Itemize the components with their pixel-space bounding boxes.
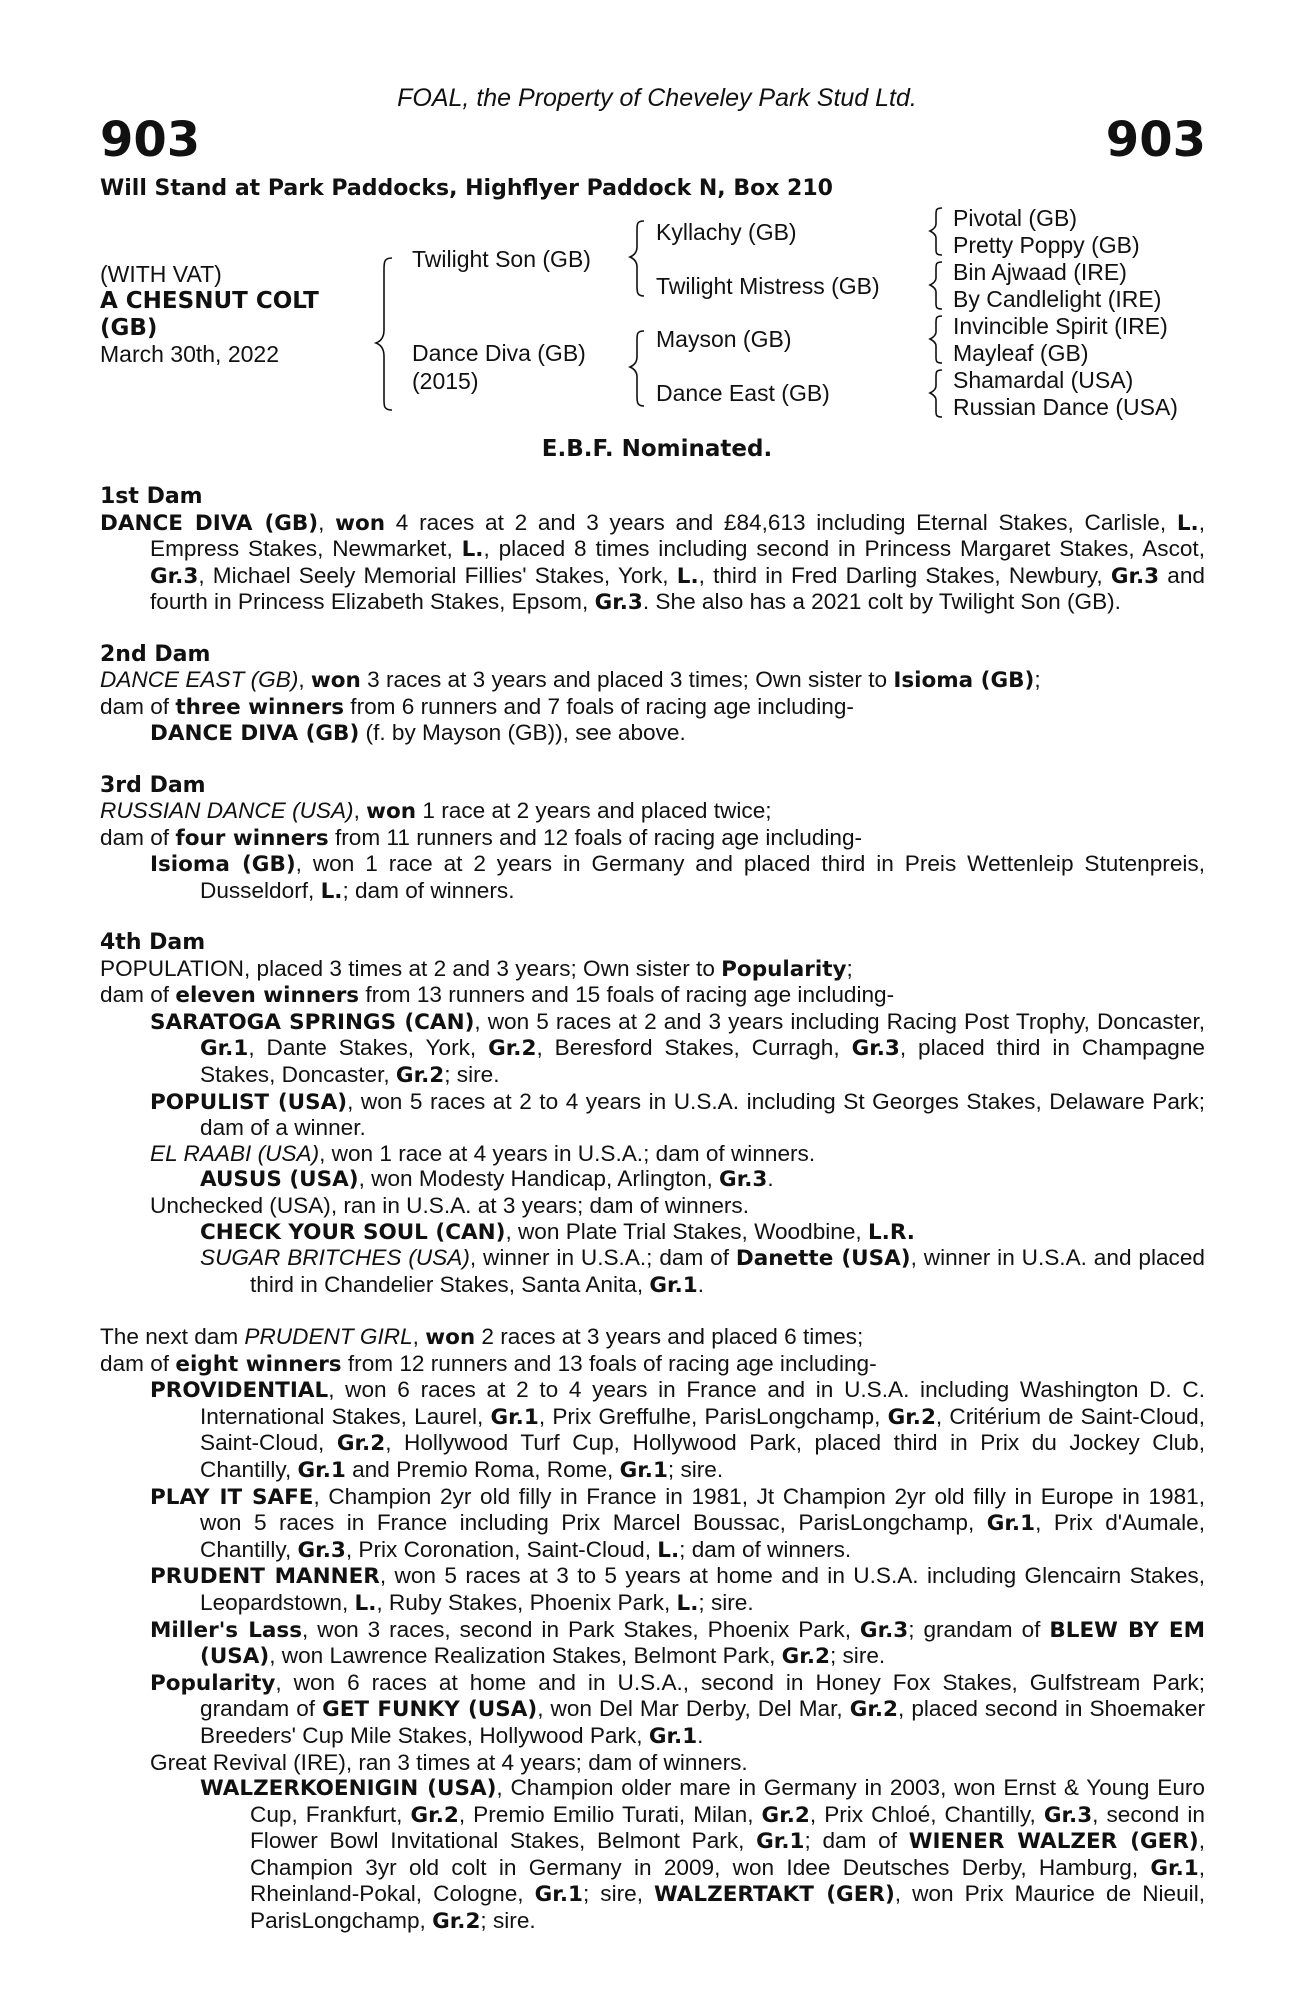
subject-name-line1: A CHESNUT COLT xyxy=(100,288,319,314)
lot-number-right: 903 xyxy=(1105,112,1206,168)
text: ; grandam of xyxy=(908,1616,1050,1642)
text: , Dante Stakes, York, xyxy=(248,1035,489,1061)
bracket-sire xyxy=(630,221,644,296)
dam-section xyxy=(100,642,1205,747)
pedigree-entry xyxy=(100,851,1205,904)
stand-location: Will Stand at Park Paddocks, Highflyer Paddock N, Box 210 xyxy=(100,176,833,201)
bold-text: PROVIDENTIAL xyxy=(150,1378,329,1404)
bold-text: Gr.1 xyxy=(986,1511,1036,1537)
text: , Empress Stakes, Newmarket, xyxy=(150,509,1205,562)
bold-text: L. xyxy=(1176,510,1199,536)
text: , won Prix Maurice de Nieuil, ParisLongchamp, xyxy=(250,1881,1205,1934)
bold-text: eight winners xyxy=(175,1351,342,1377)
text: , Champion 3yr old colt in Germany in 2009, won Idee Deutsches Derby, Hamburg, xyxy=(250,1828,1205,1880)
text: ; sire, xyxy=(582,1881,655,1907)
text: , won 5 races at 2 to 4 years in U.S.A. including St Georges Stakes, Delaware Park; dam of a winner. xyxy=(200,1088,1205,1141)
pedigree-entry xyxy=(100,1141,1205,1167)
pedigree-entry xyxy=(100,1750,1205,1776)
text: ; dam of winners. xyxy=(679,1536,852,1562)
text: , Critérium de Saint-Cloud, Saint-Cloud, xyxy=(200,1403,1205,1456)
pedigree-entry xyxy=(100,1484,1205,1564)
text: , Champion older mare in Germany in 2003, won Ernst & Young Euro Cup, Frankfurt, xyxy=(250,1775,1205,1827)
pedigree-entry xyxy=(100,825,1205,852)
dam-section xyxy=(100,930,1205,1298)
bold-text: won xyxy=(366,799,417,825)
text: ; dam of xyxy=(804,1828,909,1854)
bold-text: DANCE DIVA (GB) xyxy=(150,721,360,747)
bold-text: Gr.1 xyxy=(649,1272,698,1298)
text: ; sire. xyxy=(667,1456,724,1482)
bold-text: Gr.1 xyxy=(490,1404,539,1430)
bold-text: won xyxy=(425,1325,476,1350)
text: dam of xyxy=(100,982,176,1008)
text: 3 races at 3 years and placed 3 times; Own sister to xyxy=(360,667,894,693)
text: , xyxy=(353,798,367,824)
pedigree-entry xyxy=(100,667,1205,694)
property-line: FOAL, the Property of Cheveley Park Stud Ltd. xyxy=(397,84,917,112)
bracket-gen1 xyxy=(376,258,392,410)
bold-text: AUSUS (USA) xyxy=(200,1167,359,1193)
pedigree-entry xyxy=(100,956,1205,983)
text: , Champion 2yr old filly in France in 1981, Jt Champion 2yr old filly in Europe in 1981, won 5 races in France including Prix Marcel Boussac, ParisLongchamp, xyxy=(200,1483,1205,1536)
bold-text: WALZERTAKT (GER) xyxy=(654,1882,895,1908)
text: , third in Fred Darling Stakes, Newbury, xyxy=(698,562,1111,588)
bold-text: L. xyxy=(354,1590,377,1616)
text: , Prix Chloé, Chantilly, xyxy=(809,1801,1044,1827)
pedigree-entry xyxy=(100,1775,1205,1935)
bold-text: PRUDENT MANNER xyxy=(150,1564,380,1590)
bold-text: Gr.1 xyxy=(1150,1855,1199,1881)
pedigree-entry xyxy=(100,1563,1205,1616)
bold-text: L. xyxy=(676,563,699,589)
bold-text: L. xyxy=(676,1590,699,1616)
pedigree-entry xyxy=(100,1166,1205,1193)
pedigree-entry xyxy=(100,798,1205,825)
text: and Premio Roma, Rome, xyxy=(345,1456,620,1482)
bold-text: SARATOGA SPRINGS (CAN) xyxy=(150,1009,475,1035)
text: , won 1 race at 4 years in U.S.A.; dam of winners. xyxy=(319,1140,816,1166)
bold-text: Gr.3 xyxy=(859,1617,909,1643)
text: , Premio Emilio Turati, Milan, xyxy=(458,1801,762,1827)
text: , won 5 races at 3 to 5 years at home and in U.S.A. including Glencairn Stakes, Leopardstown, xyxy=(200,1563,1206,1615)
pedigree-entry xyxy=(100,1351,1205,1378)
text: , Rheinland-Pokal, Cologne, xyxy=(250,1854,1205,1907)
text: , xyxy=(412,1324,426,1349)
section-heading: 2nd Dam xyxy=(100,641,211,667)
bold-text: Gr.2 xyxy=(761,1802,810,1828)
g3-ancestor-5: Invincible Spirit (IRE) xyxy=(953,313,1168,339)
subject-name-line2: (GB) xyxy=(100,315,158,341)
text: Great Revival (IRE), ran 3 times at 4 years; dam of winners. xyxy=(150,1749,748,1775)
text: Unchecked (USA), ran in U.S.A. at 3 years; dam of winners. xyxy=(150,1193,749,1219)
pedigree-entry xyxy=(100,1670,1205,1750)
text: POPULATION, placed 3 times at 2 and 3 years; Own sister to xyxy=(100,955,722,981)
bold-text: Gr.3 xyxy=(594,590,643,616)
italic-text: DANCE EAST (GB) xyxy=(100,667,299,693)
text: , second in Flower Bowl Invitational Stakes, Belmont Park, xyxy=(250,1801,1205,1854)
lot-number-left: 903 xyxy=(100,112,201,168)
text: , placed 8 times including second in Princess Margaret Stakes, Ascot, xyxy=(483,536,1205,562)
pedigree-entry xyxy=(100,1219,1205,1246)
bold-text: Gr.3 xyxy=(1043,1802,1093,1828)
g3-ancestor-2: Pretty Poppy (GB) xyxy=(953,232,1140,258)
pedigree-entry xyxy=(100,510,1205,616)
bold-text: Gr.3 xyxy=(851,1036,900,1062)
text: dam of xyxy=(100,693,176,719)
g3-ancestor-8: Russian Dance (USA) xyxy=(953,394,1178,420)
bracket-dam xyxy=(630,331,644,406)
text: from 12 runners and 13 foals of racing age including- xyxy=(341,1350,877,1376)
dam-sire: Mayson (GB) xyxy=(656,326,792,352)
text: , xyxy=(318,509,336,535)
bold-text: L.R. xyxy=(867,1219,915,1245)
dam-section xyxy=(100,1324,1205,1935)
bold-text: four winners xyxy=(175,825,329,851)
bold-text: Popularity xyxy=(721,956,847,982)
text: , Prix Greffulhe, ParisLongchamp, xyxy=(538,1403,888,1429)
italic-text: SUGAR BRITCHES (USA) xyxy=(200,1245,470,1271)
bold-text: L. xyxy=(461,537,484,563)
subject-foaled: March 30th, 2022 xyxy=(100,341,280,367)
g3-ancestor-3: Bin Ajwaad (IRE) xyxy=(953,259,1127,285)
text: , xyxy=(298,667,311,693)
text: , Beresford Stakes, Curragh, xyxy=(536,1035,852,1061)
text: ; xyxy=(846,955,853,981)
catalogue-body xyxy=(100,484,1205,1960)
pedigree-entry xyxy=(100,1377,1205,1483)
text: from 11 runners and 12 foals of racing age including- xyxy=(328,824,863,850)
text: The next dam xyxy=(100,1324,245,1349)
text: , won Plate Trial Stakes, Woodbine, xyxy=(505,1218,868,1244)
bold-text: Gr.1 xyxy=(619,1457,668,1483)
text: , Prix d'Aumale, Chantilly, xyxy=(200,1510,1205,1562)
text: from 6 runners and 7 foals of racing age including- xyxy=(344,693,854,719)
bold-text: Isioma (GB) xyxy=(150,852,296,878)
italic-text: EL RAABI (USA) xyxy=(150,1140,320,1166)
text: , won Lawrence Realization Stakes, Belmont Park, xyxy=(269,1643,782,1669)
bold-text: Gr.2 xyxy=(849,1697,898,1723)
dam-year: (2015) xyxy=(412,368,479,394)
bold-text: Gr.3 xyxy=(297,1537,346,1563)
bold-text: Gr.3 xyxy=(1110,563,1160,589)
text: . xyxy=(767,1166,774,1192)
text: , won 6 races at 2 to 4 years in France and in U.S.A. including Washington D. C. International Stakes, Laurel, xyxy=(200,1377,1205,1429)
bold-text: WALZERKOENIGIN (USA) xyxy=(200,1776,497,1802)
bold-text: CHECK YOUR SOUL (CAN) xyxy=(200,1219,506,1245)
bold-text: WIENER WALZER (GER) xyxy=(908,1829,1199,1855)
bold-text: BLEW BY EM (USA) xyxy=(200,1617,1206,1670)
text: ; sire. xyxy=(698,1589,754,1615)
sire: Twilight Son (GB) xyxy=(412,246,591,272)
section-heading: 1st Dam xyxy=(100,484,203,509)
g3-ancestor-1: Pivotal (GB) xyxy=(953,205,1077,231)
pedigree-entry xyxy=(100,982,1205,1009)
text: , won 6 races at home and in U.S.A., second in Honey Fox Stakes, Gulfstream Park; grandam of xyxy=(200,1669,1205,1722)
bold-text: eleven winners xyxy=(175,983,360,1009)
bold-text: PLAY IT SAFE xyxy=(150,1484,314,1510)
pedigree-entry xyxy=(100,694,1205,721)
text: (f. by Mayson (GB)), see above. xyxy=(359,720,686,746)
pedigree-entry xyxy=(100,1009,1205,1089)
text: , Ruby Stakes, Phoenix Park, xyxy=(376,1589,677,1615)
bold-text: won xyxy=(335,510,386,536)
g3-ancestor-7: Shamardal (USA) xyxy=(953,367,1134,393)
italic-text: RUSSIAN DANCE (USA) xyxy=(100,798,354,824)
pedigree-entry xyxy=(100,1193,1205,1219)
text: ; dam of winners. xyxy=(342,877,515,903)
bold-text: POPULIST (USA) xyxy=(150,1089,348,1115)
text: . xyxy=(697,1271,704,1297)
bold-text: Gr.3 xyxy=(719,1167,768,1193)
text: ; sire. xyxy=(829,1643,886,1669)
text: , won 3 races, second in Park Stakes, Phoenix Park, xyxy=(302,1616,860,1642)
bold-text: L. xyxy=(657,1537,680,1563)
bold-text: Gr.2 xyxy=(887,1404,936,1430)
bold-text: Gr.1 xyxy=(648,1723,698,1749)
pedigree-entry xyxy=(100,1617,1205,1670)
text: dam of xyxy=(100,1350,176,1376)
dam: Dance Diva (GB) xyxy=(412,340,586,366)
text: . She also has a 2021 colt by Twilight Son (GB). xyxy=(642,589,1121,615)
bold-text: Gr.2 xyxy=(336,1431,386,1457)
text: ; xyxy=(1034,667,1041,693)
bold-text: Isioma (GB) xyxy=(893,668,1035,694)
bold-text: Gr.1 xyxy=(297,1457,346,1483)
bold-text: Gr.2 xyxy=(781,1644,830,1670)
text: dam of xyxy=(100,824,176,850)
bold-text: Popularity xyxy=(150,1670,276,1696)
bold-text: Gr.2 xyxy=(395,1063,445,1089)
text: , winner in U.S.A.; dam of xyxy=(469,1245,736,1271)
dam-section xyxy=(100,484,1205,616)
text: , placed third in Champagne Stakes, Doncaster, xyxy=(200,1035,1205,1088)
bold-text: Danette (USA) xyxy=(735,1246,911,1272)
bold-text: Gr.1 xyxy=(200,1036,249,1062)
text: , won Del Mar Derby, Del Mar, xyxy=(537,1696,850,1722)
pedigree-entry xyxy=(100,1089,1205,1141)
text: , won Modesty Handicap, Arlington, xyxy=(358,1166,720,1192)
pedigree-entry xyxy=(100,720,1205,747)
bracket-g3-1 xyxy=(930,208,942,255)
text: , winner in U.S.A. and placed third in Chandelier Stakes, Santa Anita, xyxy=(250,1245,1205,1297)
bold-text: Miller's Lass xyxy=(150,1617,303,1643)
italic-text: PRUDENT GIRL xyxy=(244,1324,413,1349)
pedigree-entry xyxy=(100,1324,1205,1351)
bracket-g3-4 xyxy=(930,370,942,417)
text: 1 race at 2 years and placed twice; xyxy=(416,798,772,824)
bold-text: three winners xyxy=(175,694,345,720)
bold-text: Gr.2 xyxy=(432,1909,481,1935)
text: ; sire. xyxy=(480,1908,536,1934)
text: , won 1 race at 2 years in Germany and placed third in Preis Wettenleip Stutenpreis, Dusseldorf, xyxy=(200,851,1205,903)
bracket-g3-2 xyxy=(930,262,942,309)
text: 4 races at 2 and 3 years and £84,613 including Eternal Stakes, Carlisle, xyxy=(385,509,1177,535)
bracket-g3-3 xyxy=(930,316,942,363)
bold-text: L. xyxy=(320,878,343,904)
text: from 13 runners and 15 foals of racing age including- xyxy=(359,982,895,1008)
pedigree-brackets xyxy=(0,0,1314,430)
bold-text: won xyxy=(310,668,361,694)
bold-text: Gr.1 xyxy=(534,1882,583,1908)
dam-section xyxy=(100,773,1205,905)
sire-dam: Twilight Mistress (GB) xyxy=(656,273,880,299)
section-heading: 4th Dam xyxy=(100,930,206,956)
text: ; sire. xyxy=(444,1062,500,1088)
bold-text: GET FUNKY (USA) xyxy=(322,1697,538,1723)
text: , Hollywood Turf Cup, Hollywood Park, placed third in Prix du Jockey Club, Chantilly, xyxy=(200,1430,1205,1482)
bold-text: DANCE DIVA (GB) xyxy=(100,510,319,536)
dam-dam: Dance East (GB) xyxy=(656,380,830,406)
text: , Michael Seely Memorial Fillies' Stakes, York, xyxy=(198,562,677,588)
g3-ancestor-4: By Candlelight (IRE) xyxy=(953,286,1162,312)
text: , Prix Coronation, Saint-Cloud, xyxy=(345,1536,658,1562)
bold-text: Gr.1 xyxy=(756,1829,805,1855)
bold-text: Gr.3 xyxy=(150,563,199,589)
g3-ancestor-6: Mayleaf (GB) xyxy=(953,340,1089,366)
sire-sire: Kyllachy (GB) xyxy=(656,219,797,245)
bold-text: Gr.2 xyxy=(488,1036,537,1062)
bold-text: Gr.2 xyxy=(410,1802,459,1828)
subject-vat: (WITH VAT) xyxy=(100,261,222,287)
section-heading: 3rd Dam xyxy=(100,772,206,798)
text: . xyxy=(697,1722,704,1748)
text: , won 5 races at 2 and 3 years including Racing Post Trophy, Doncaster, xyxy=(474,1008,1205,1034)
text: 2 races at 3 years and placed 6 times; xyxy=(475,1324,864,1349)
text: , placed second in Shoemaker Breeders' Cup Mile Stakes, Hollywood Park, xyxy=(200,1696,1205,1748)
pedigree-entry xyxy=(100,1245,1205,1298)
ebf-nominated: E.B.F. Nominated. xyxy=(541,436,773,462)
text: and fourth in Princess Elizabeth Stakes, Epsom, xyxy=(150,562,1205,615)
